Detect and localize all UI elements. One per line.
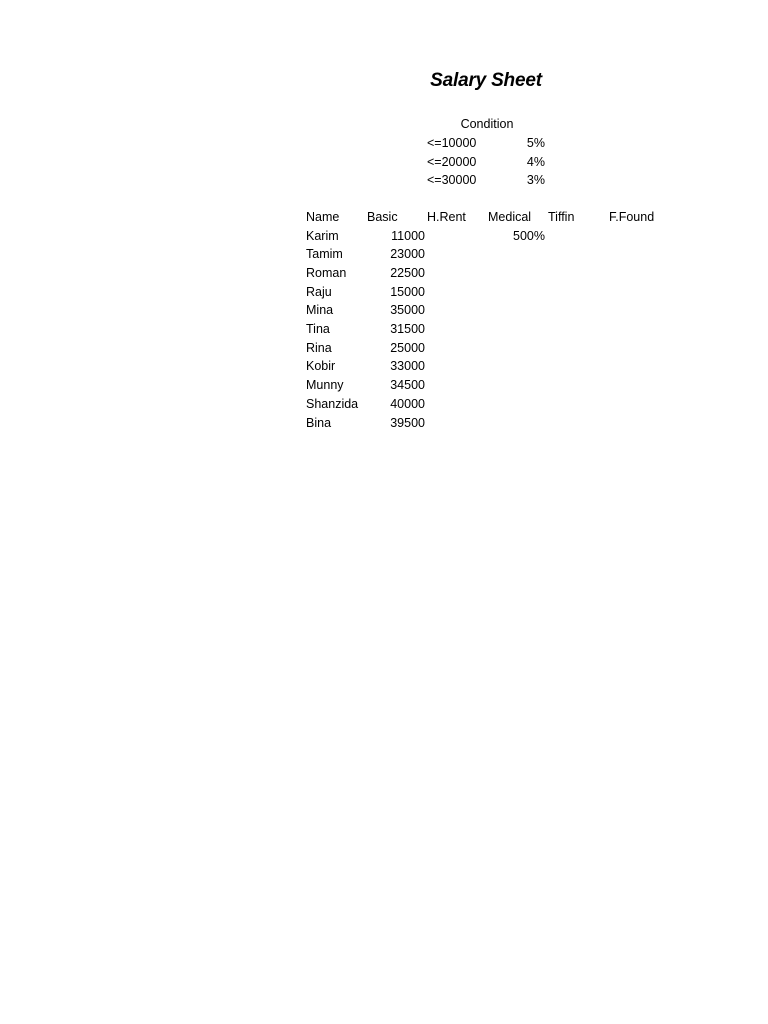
condition-threshold: <=30000 [427, 173, 477, 187]
column-header-medical: Medical [488, 210, 532, 224]
basic-salary: 40000 [390, 397, 425, 411]
employee-name: Tina [306, 322, 330, 336]
employee-name: Kobir [306, 359, 336, 373]
condition-rate: 4% [526, 155, 545, 169]
employee-name: Munny [306, 378, 344, 392]
basic-salary: 33000 [390, 359, 425, 373]
column-header-tiffin: Tiffin [548, 210, 575, 224]
column-header-hrent: H.Rent [427, 210, 466, 224]
basic-salary: 34500 [390, 378, 425, 392]
column-header-basic: Basic [367, 210, 398, 224]
basic-salary: 31500 [390, 322, 425, 336]
condition-rate: 5% [526, 136, 545, 150]
basic-salary: 15000 [390, 285, 425, 299]
basic-salary: 11000 [391, 229, 425, 243]
basic-salary: 25000 [390, 341, 425, 355]
page-title: Salary Sheet [430, 70, 542, 91]
condition-threshold: <=10000 [427, 136, 477, 150]
employee-name: Roman [306, 266, 347, 280]
column-header-name: Name [306, 210, 340, 224]
employee-name: Tamim [306, 247, 343, 261]
employee-name: Raju [306, 285, 332, 299]
condition-label: Condition [460, 117, 514, 131]
condition-rate: 3% [526, 173, 545, 187]
medical-value: 500% [513, 229, 545, 243]
basic-salary: 35000 [390, 303, 425, 317]
employee-name: Karim [306, 229, 339, 243]
basic-salary: 39500 [390, 416, 425, 430]
basic-salary: 22500 [390, 266, 425, 280]
employee-name: Bina [306, 416, 332, 430]
condition-threshold: <=20000 [427, 155, 477, 169]
employee-name: Rina [306, 341, 332, 355]
employee-name: Shanzida [306, 397, 359, 411]
employee-name: Mina [306, 303, 334, 317]
column-header-ffound: F.Found [609, 210, 655, 224]
basic-salary: 23000 [390, 247, 425, 261]
